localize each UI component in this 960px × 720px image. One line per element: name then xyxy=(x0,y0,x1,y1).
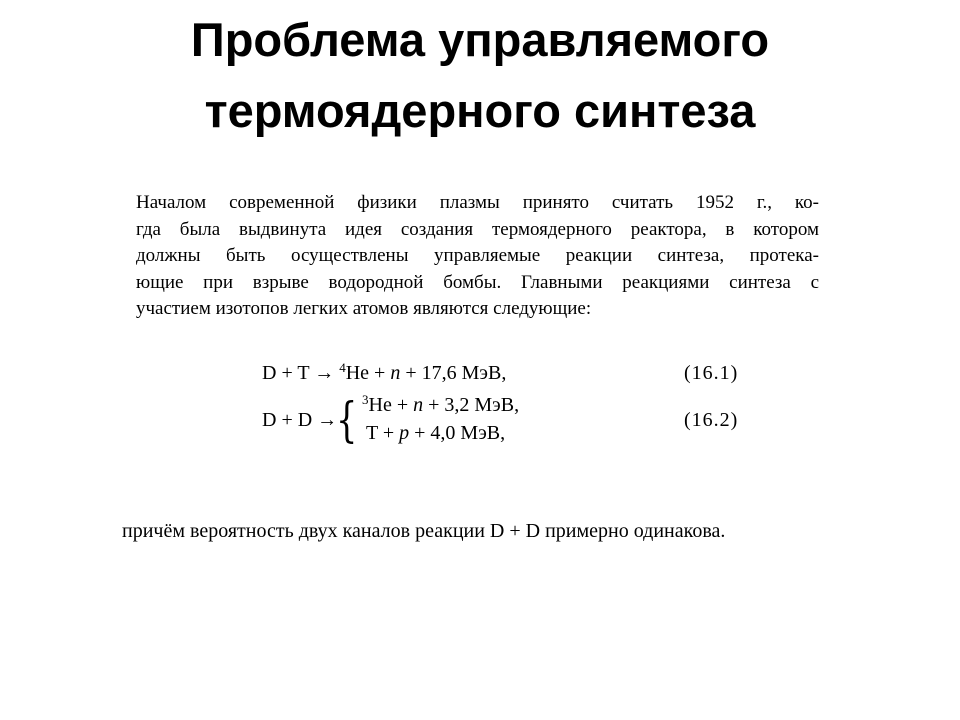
intro-line: гда была выдвинута идея создания термоядерного реактора, в котором xyxy=(136,218,819,240)
intro-line: Началом современной физики плазмы принято считать 1952 г., ко- xyxy=(136,192,819,213)
eq2-proton: p xyxy=(399,422,410,444)
intro-line: должны быть осуществлены управляемые реакции синтеза, протека- xyxy=(136,245,819,267)
eq2-mass-number: 3 xyxy=(362,392,369,407)
equation-number-16-1: (16.1) xyxy=(684,362,739,384)
eq2-branch2-pre: T + xyxy=(366,422,400,444)
eq2-branch2-post: + 4,0 МэВ, xyxy=(409,422,506,444)
intro-paragraph xyxy=(136,190,819,323)
conclusion-text: причём вероятность двух каналов реакции D + D примерно одинакова. xyxy=(122,520,726,542)
eq2-branch-2 xyxy=(366,421,505,445)
eq1-mass-number: 4 xyxy=(339,360,346,375)
eq1-neutron: n xyxy=(390,362,401,384)
intro-line: ющие при взрыве водородной бомбы. Главными реакциями синтеза с xyxy=(136,271,819,293)
eq2-branch-1 xyxy=(362,393,519,417)
eq1-rhs-pre: He + xyxy=(345,362,391,384)
eq1-lhs: D + T → xyxy=(262,362,335,384)
left-brace: { xyxy=(336,392,358,448)
eq2-branch1-post: + 3,2 МэВ, xyxy=(423,394,520,416)
equation-number-16-2: (16.2) xyxy=(684,409,739,431)
eq2-branch1-pre: He + xyxy=(368,394,414,416)
equation-16-1 xyxy=(262,361,506,385)
page-title xyxy=(0,4,960,146)
eq2-lhs: D + D → xyxy=(262,409,338,431)
title-line-2: термоядерного синтеза xyxy=(204,84,756,137)
intro-line: участием изотопов легких атомов являются следующие: xyxy=(136,298,592,320)
eq1-rhs-post: + 17,6 МэВ, xyxy=(400,362,507,384)
title-line-1: Проблема управляемого xyxy=(190,13,770,66)
eq2-neutron: n xyxy=(413,394,424,416)
